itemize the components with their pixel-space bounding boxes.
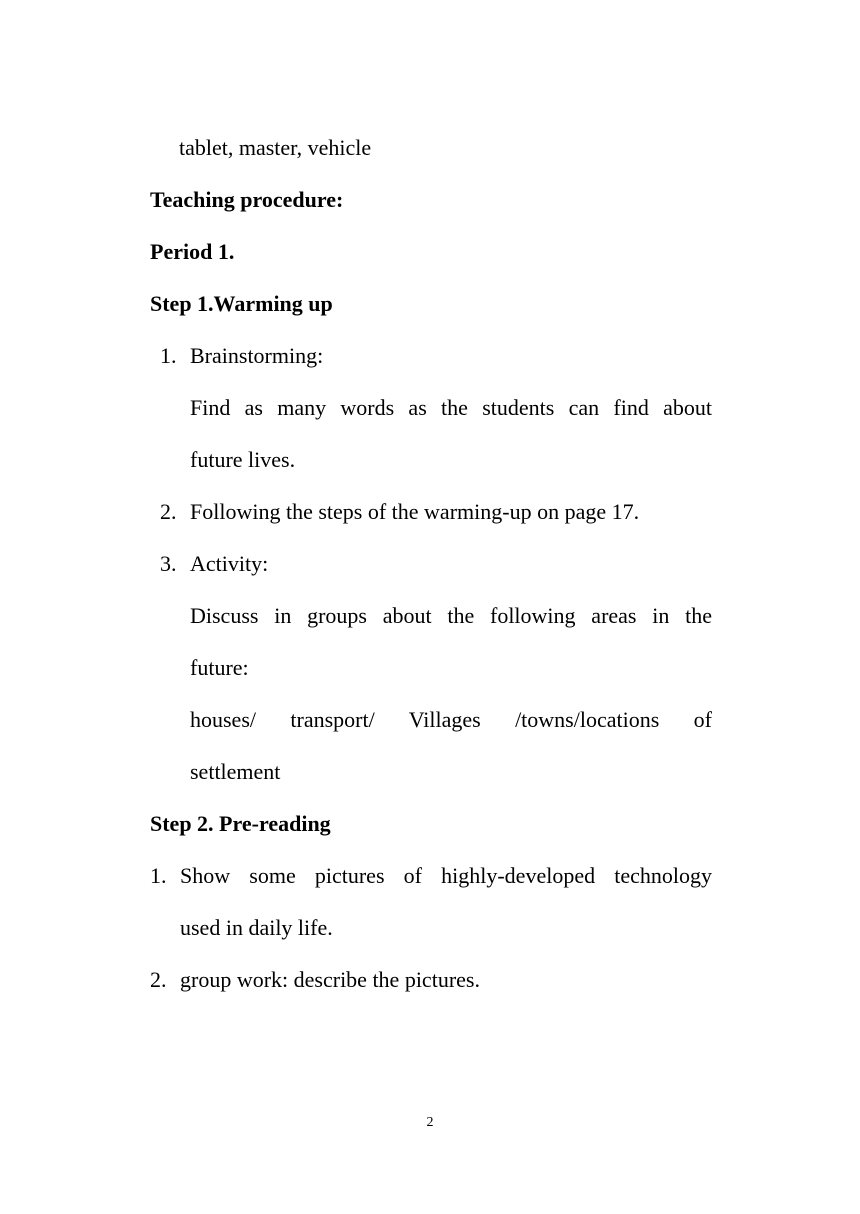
- step1-heading: Step 1.Warming up: [150, 291, 333, 316]
- step1-item2-text: Following the steps of the warming-up on page 17.: [190, 499, 640, 524]
- vocabulary-line: tablet, master, vehicle: [179, 135, 372, 160]
- step1-item2-number: 2.: [160, 499, 177, 524]
- step2-item1-text: Show some pictures of highly-developed technology: [180, 863, 712, 888]
- step2-item2-text: group work: describe the pictures.: [180, 967, 480, 992]
- step1-item3-text: Discuss in groups about the following areas in the: [190, 603, 712, 628]
- step1-item3-label: Activity:: [190, 551, 269, 576]
- step1-item3-number: 3.: [160, 551, 177, 576]
- page-number: 2: [426, 1115, 434, 1130]
- step1-item3-text-continued: future:: [190, 655, 249, 680]
- period-heading: Period 1.: [150, 239, 235, 264]
- step2-item1-number: 1.: [150, 863, 167, 888]
- step1-item1-text-continued: future lives.: [190, 447, 296, 472]
- step2-item1-text-continued: used in daily life.: [180, 915, 333, 940]
- step1-item1-number: 1.: [160, 343, 177, 368]
- teaching-procedure-heading: Teaching procedure:: [150, 187, 344, 212]
- step1-item3-areas-continued: settlement: [190, 759, 281, 784]
- step1-item1-text: Find as many words as the students can find about: [190, 395, 712, 420]
- step2-item2-number: 2.: [150, 967, 167, 992]
- step1-item3-areas: houses/ transport/ Villages /towns/locations of: [190, 707, 712, 732]
- step1-item1-label: Brainstorming:: [190, 343, 324, 368]
- step2-heading: Step 2. Pre-reading: [150, 811, 331, 836]
